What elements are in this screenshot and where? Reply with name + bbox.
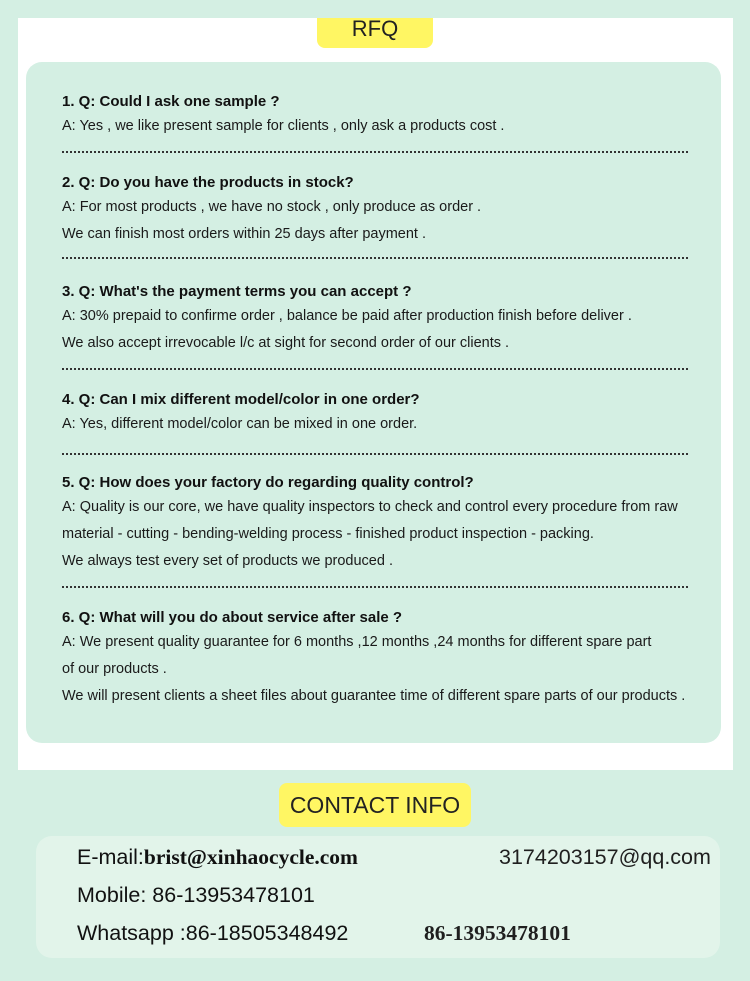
rfq-title: RFQ <box>317 18 433 48</box>
faq-card <box>26 62 721 743</box>
faq-answer-line: We will present clients a sheet files about guarantee time of different spare parts of our products . <box>62 688 686 704</box>
faq-answer <box>62 629 688 710</box>
faq-answer-line: A: We present quality guarantee for 6 months ,12 months ,24 months for different spare part <box>62 634 652 650</box>
faq-answer-line: A: For most products , we have no stock , only produce as order . <box>62 199 482 215</box>
faq-question: 5. Q: How does your factory do regarding quality control? <box>62 474 474 491</box>
faq-answer-line: A: Yes, different model/color can be mixed in one order. <box>62 416 418 432</box>
dotted-divider <box>62 257 688 259</box>
faq-item-5 <box>62 473 688 575</box>
rfq-section <box>18 18 733 770</box>
faq-answer <box>62 411 688 438</box>
faq-answer <box>62 494 688 575</box>
faq-item-6 <box>62 608 688 710</box>
email-label: E-mail: <box>77 845 144 869</box>
contact-info-title: CONTACT INFO <box>279 783 471 827</box>
faq-answer-line: A: Yes , we like present sample for clients , only ask a products cost . <box>62 118 505 134</box>
faq-item-4 <box>62 390 688 438</box>
dotted-divider <box>62 151 688 153</box>
faq-answer-line: of our products . <box>62 661 167 677</box>
faq-answer-line: We also accept irrevocable l/c at sight for second order of our clients . <box>62 335 510 351</box>
dotted-divider <box>62 586 688 588</box>
faq-item-3 <box>62 282 688 357</box>
dotted-divider <box>62 368 688 370</box>
faq-answer <box>62 194 688 248</box>
faq-answer-line: A: Quality is our core, we have quality inspectors to check and control every procedure from raw <box>62 499 678 515</box>
faq-question: 2. Q: Do you have the products in stock? <box>62 174 354 191</box>
dotted-divider <box>62 453 688 455</box>
email-link[interactable]: brist@xinhaocycle.com <box>143 845 358 869</box>
faq-item-1 <box>62 92 688 140</box>
faq-answer-line: We can finish most orders within 25 days after payment . <box>62 226 427 242</box>
whatsapp-alt-number: 86-13953478101 <box>424 921 571 945</box>
faq-answer-line: A: 30% prepaid to confirme order , balance be paid after production finish before deliver . <box>62 308 632 324</box>
mobile-row: Mobile: 86-13953478101 <box>77 883 315 907</box>
email-alt-link[interactable]: 3174203157@qq.com <box>499 845 711 869</box>
faq-question: 4. Q: Can I mix different model/color in one order? <box>62 391 420 408</box>
faq-answer <box>62 303 688 357</box>
faq-answer <box>62 113 688 140</box>
faq-item-2 <box>62 173 688 248</box>
faq-question: 3. Q: What's the payment terms you can accept ? <box>62 283 412 300</box>
faq-answer-line: material - cutting - bending-welding process - finished product inspection - packing. <box>62 526 594 542</box>
faq-question: 1. Q: Could I ask one sample ? <box>62 93 280 110</box>
faq-answer-line: We always test every set of products we produced . <box>62 553 393 569</box>
whatsapp-row: Whatsapp :86-18505348492 <box>77 921 349 945</box>
faq-question: 6. Q: What will you do about service after sale ? <box>62 609 403 626</box>
contact-card <box>36 836 720 958</box>
email-row <box>77 842 358 872</box>
